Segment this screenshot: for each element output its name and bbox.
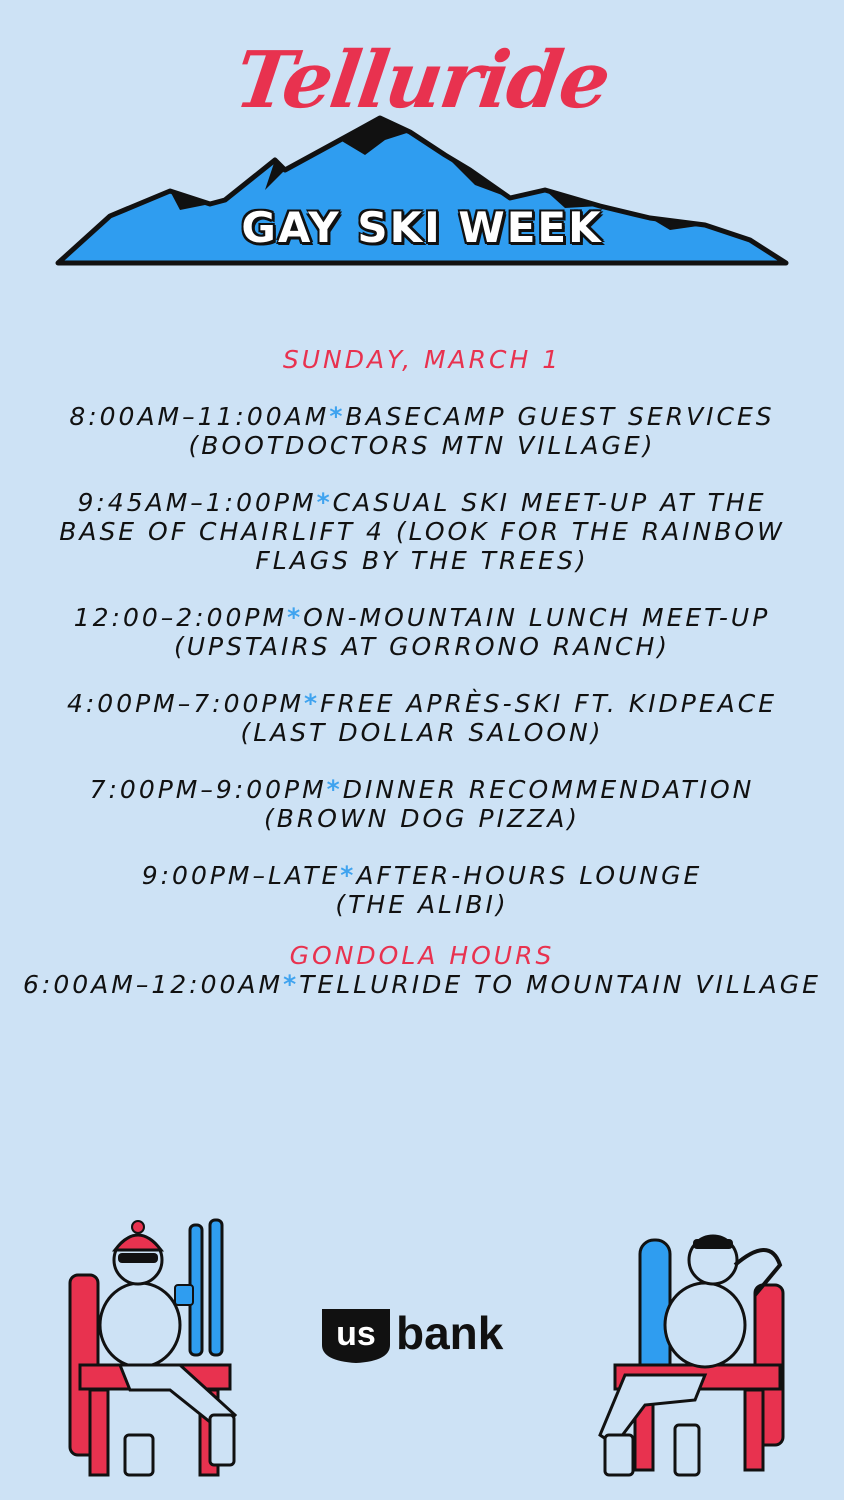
star-icon: * <box>287 603 304 632</box>
logo-subtitle: GAY SKI WEEK <box>241 203 603 252</box>
gondola-hours <box>0 970 844 999</box>
event-desc: AFTER-HOURS LOUNGE <box>356 861 703 890</box>
event-item <box>20 488 824 575</box>
event-location: (BOOTDOCTORS MTN VILLAGE) <box>188 431 656 460</box>
event-location: (LAST DOLLAR SALOON) <box>240 718 604 747</box>
event-time: 7:00PM–9:00PM <box>89 775 327 804</box>
snowboarder-illustration <box>595 1225 795 1490</box>
event-desc-line-3: FLAGS BY THE TREES) <box>255 546 589 575</box>
event-desc: CASUAL SKI MEET-UP AT THE <box>332 488 767 517</box>
gondola-title: GONDOLA HOURS <box>289 941 555 970</box>
event-logo <box>50 20 794 280</box>
event-desc: ON-MOUNTAIN LUNCH MEET-UP <box>303 603 771 632</box>
star-icon: * <box>283 970 300 999</box>
event-item <box>20 775 824 833</box>
event-time: 12:00–2:00PM <box>73 603 288 632</box>
event-time: 9:00PM–LATE <box>141 861 341 890</box>
sponsor-logo <box>320 1305 530 1365</box>
schedule-day: SUNDAY, MARCH 1 <box>282 345 562 374</box>
star-icon: * <box>316 488 333 517</box>
star-icon: * <box>304 689 321 718</box>
logo-title: Telluride <box>229 35 615 126</box>
event-item <box>20 402 824 460</box>
star-icon: * <box>340 861 357 890</box>
event-time: 9:45AM–1:00PM <box>77 488 317 517</box>
event-time: 8:00AM–11:00AM <box>69 402 330 431</box>
event-desc: DINNER RECOMMENDATION <box>342 775 755 804</box>
event-location: (UPSTAIRS AT GORRONO RANCH) <box>173 632 671 661</box>
event-item <box>20 861 824 919</box>
gondola-desc: TELLURIDE TO MOUNTAIN VILLAGE <box>299 970 821 999</box>
event-desc-line-2: BASE OF CHAIRLIFT 4 (LOOK FOR THE RAINBOW <box>59 517 785 546</box>
event-time: 4:00PM–7:00PM <box>66 689 305 718</box>
star-icon: * <box>326 775 343 804</box>
event-location: (BROWN DOG PIZZA) <box>263 804 581 833</box>
gondola-time: 6:00AM–12:00AM <box>23 970 284 999</box>
sponsor-mark: us <box>336 1315 376 1353</box>
skier-illustration <box>60 1215 260 1485</box>
event-item <box>20 603 824 661</box>
event-item <box>20 689 824 747</box>
usbank-logo <box>320 1305 530 1365</box>
event-desc: BASECAMP GUEST SERVICES <box>345 402 775 431</box>
event-desc: FREE APRÈS-SKI FT. KIDPEACE <box>320 689 778 718</box>
event-location: (THE ALIBI) <box>335 890 509 919</box>
sponsor-word: bank <box>396 1307 504 1359</box>
star-icon: * <box>329 402 346 431</box>
schedule <box>0 345 844 999</box>
